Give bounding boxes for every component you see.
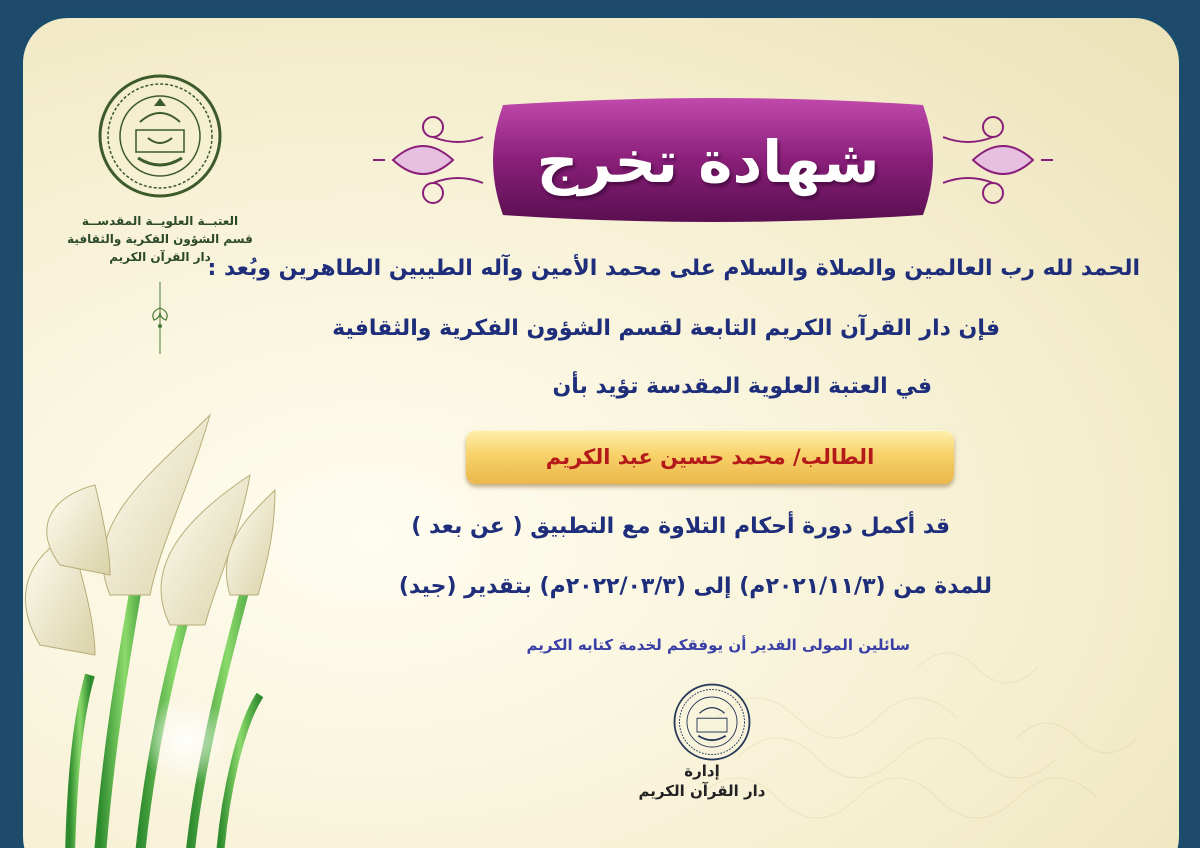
signature-org: دار القرآن الكريم xyxy=(638,782,766,800)
header-line-department: قسم الشؤون الفكرية والثقافية xyxy=(67,232,253,246)
closing-text: سائلين المولى القدير أن يوفقكم لخدمة كتابه الكريم xyxy=(526,636,910,654)
course-text: قد أكمل دورة أحكام التلاوة مع التطبيق ( عن بعد ) xyxy=(411,514,950,539)
student-name: الطالب/ محمد حسين عبد الكريم xyxy=(545,445,875,469)
header-block xyxy=(60,60,260,354)
shrine-text: في العتبة العلوية المقدسة تؤيد بأن xyxy=(552,374,932,399)
period-text: للمدة من (٢٠٢١/١١/٣م) إلى (٢٠٢٢/٠٣/٣م) بتقدير (جيد) xyxy=(398,574,992,599)
header-line-shrine: العتبــة العلويــة المقدســة xyxy=(81,214,239,228)
student-name-box xyxy=(466,430,954,484)
emblem-seal-icon xyxy=(96,72,224,200)
opening-text: الحمد لله رب العالمين والصلاة والسلام على محمد الأمين وآله الطيبين الطاهرين وبُعد : xyxy=(207,256,1140,281)
institute-text: فإن دار القرآن الكريم التابعة لقسم الشؤون الفكرية والثقافية xyxy=(332,316,1000,341)
calla-lily-flowers xyxy=(0,395,300,848)
header-line-institute: دار القرآن الكريم xyxy=(109,250,211,264)
ornament-icon xyxy=(145,282,175,354)
signature-title: إدارة xyxy=(684,762,720,780)
signature-seal-icon xyxy=(672,682,752,762)
certificate-title: شهادة تخرج xyxy=(536,128,880,196)
